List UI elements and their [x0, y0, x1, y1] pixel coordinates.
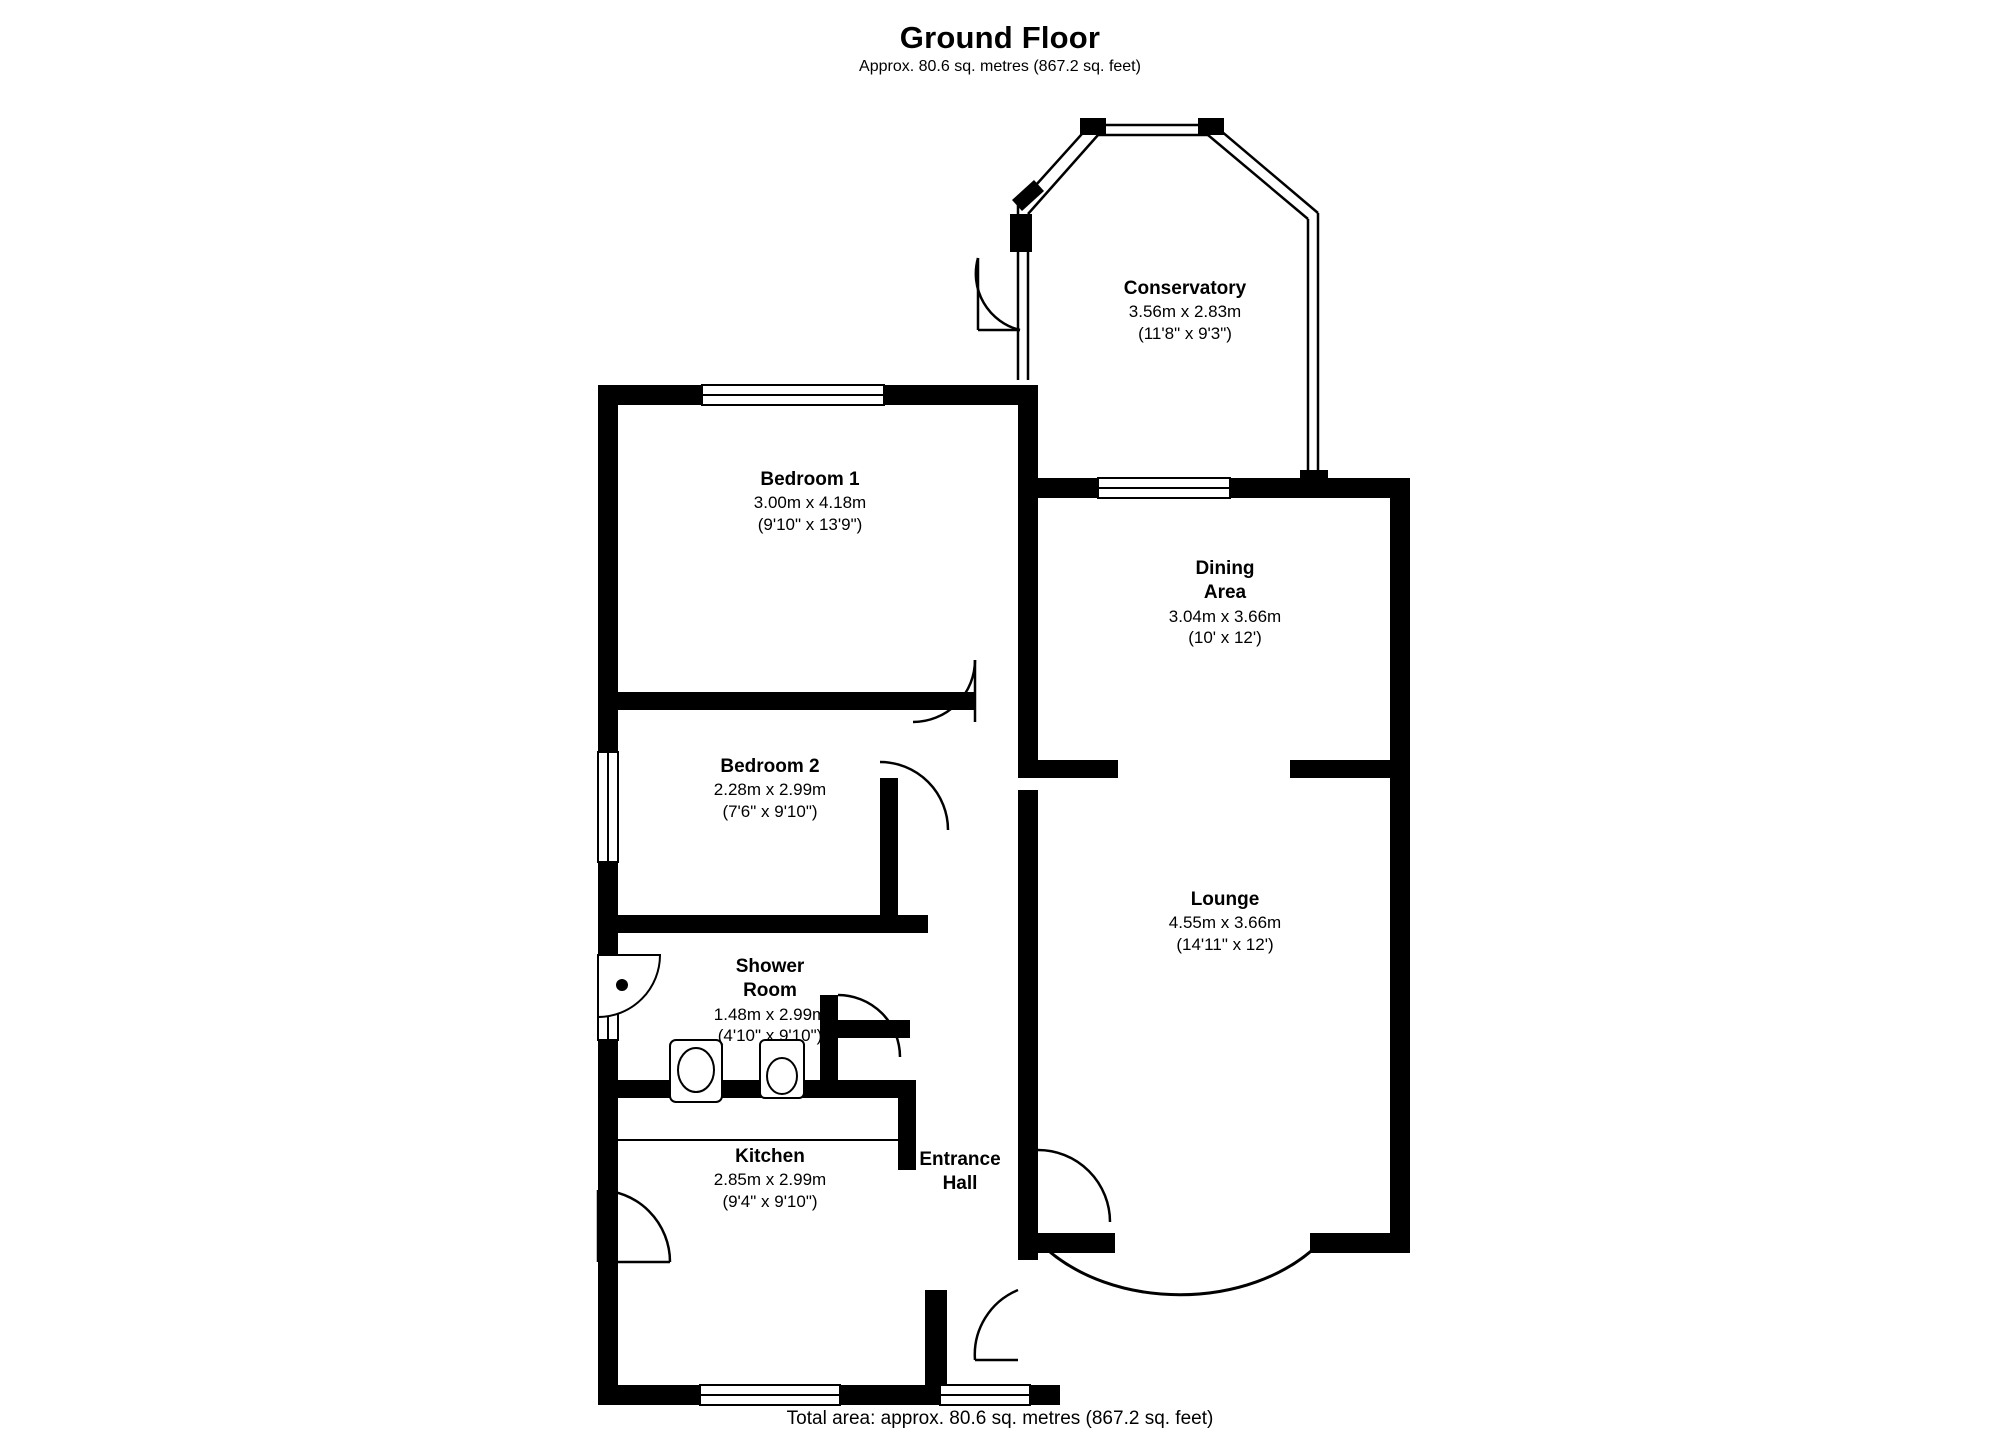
- room-dim-metric: 2.85m x 2.99m: [713, 1170, 827, 1190]
- room-dim-metric: 1.48m x 2.99m: [713, 1004, 827, 1024]
- room-label-bedroom-1: [660, 468, 960, 536]
- room-name-line1: Shower: [735, 956, 805, 977]
- room-dim-metric: 3.00m x 4.18m: [753, 493, 867, 513]
- room-name: Kitchen: [735, 1146, 805, 1167]
- room-name-line2: Area: [1203, 582, 1247, 604]
- room-dim-metric: 3.56m x 2.83m: [1128, 302, 1242, 322]
- room-dim-metric: 3.04m x 3.66m: [1168, 606, 1282, 626]
- room-label-dining-area: [1075, 557, 1375, 649]
- room-dim-imperial: (10' x 12'): [1188, 628, 1262, 648]
- room-name: Conservatory: [1123, 278, 1247, 299]
- room-dim-imperial: (14'11" x 12'): [1176, 935, 1274, 955]
- room-name: Lounge: [1190, 889, 1260, 910]
- room-name-line1: Dining: [1195, 558, 1255, 579]
- room-label-conservatory: [1035, 277, 1335, 345]
- room-dim-imperial: (4'10" x 9'10"): [717, 1026, 823, 1046]
- page-subtitle: Approx. 80.6 sq. metres (867.2 sq. feet): [859, 58, 1141, 75]
- room-name: Bedroom 2: [720, 756, 820, 777]
- room-dim-imperial: (11'8" x 9'3"): [1138, 324, 1232, 344]
- room-dim-metric: 2.28m x 2.99m: [713, 780, 827, 800]
- room-dim-metric: 4.55m x 3.66m: [1168, 913, 1282, 933]
- room-dim-imperial: (9'4" x 9'10"): [722, 1192, 818, 1212]
- room-name-line2: Room: [743, 980, 797, 1002]
- page-title: Ground Floor: [899, 20, 1101, 55]
- room-label-bedroom-2: [620, 755, 920, 823]
- room-name-line1: Entrance: [919, 1149, 1001, 1170]
- room-name-line2: Hall: [942, 1173, 978, 1195]
- room-label-entrance-hall: [840, 1148, 1080, 1197]
- room-name: Bedroom 1: [760, 469, 860, 490]
- room-dim-imperial: (7'6" x 9'10"): [722, 802, 818, 822]
- room-label-lounge: [1075, 888, 1375, 956]
- room-label-shower-room: [620, 955, 920, 1047]
- room-dim-imperial: (9'10" x 13'9"): [757, 515, 863, 535]
- total-area-text: Total area: approx. 80.6 sq. metres (867.2 sq. feet): [786, 1408, 1214, 1429]
